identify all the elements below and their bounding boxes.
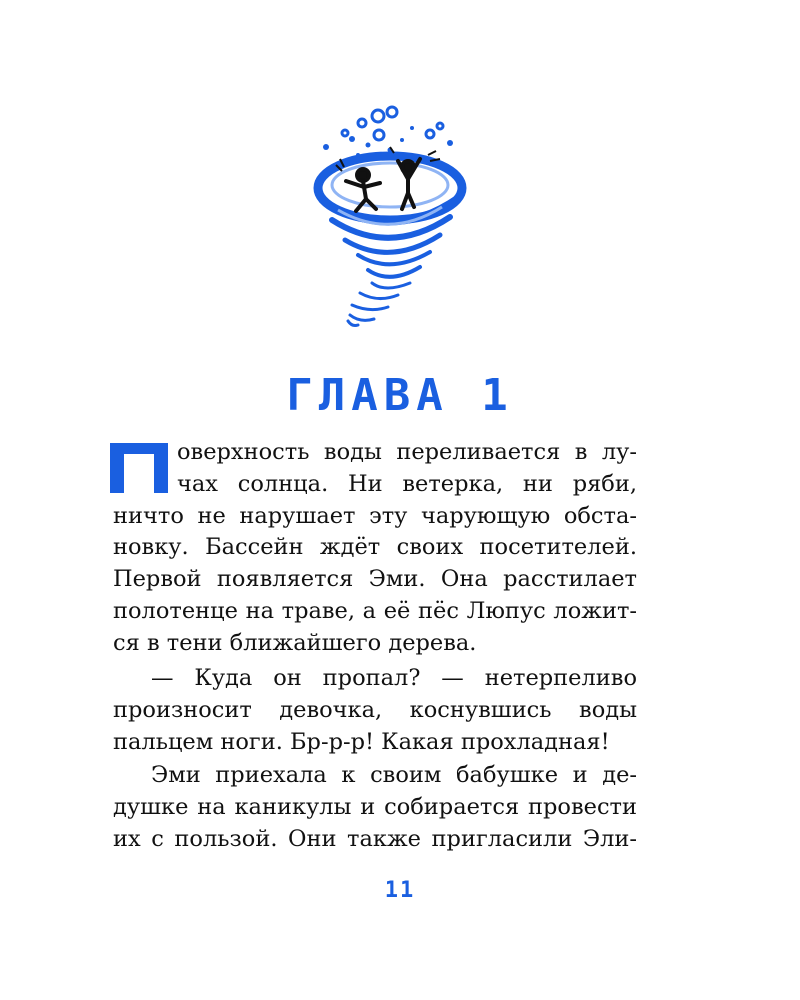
- text-line: — Куда он пропал? — нетерпеливо: [151, 665, 637, 691]
- text-line: полотенце на траве, а её пёс Люпус ложит-: [113, 597, 637, 624]
- text-line: чах солнца. Ни ветерка, ни ряби,: [177, 470, 637, 497]
- text-line: оверхность воды переливается в лу-: [177, 439, 637, 465]
- text-line: ся в тени ближайшего дерева.: [113, 629, 477, 656]
- text-line: ничто не нарушает эту чарующую обста-: [113, 502, 637, 529]
- text-line: новку. Бассейн ждёт своих посетителей.: [113, 534, 637, 561]
- paragraph-1: [113, 437, 637, 660]
- text-line: произносит девочка, коснувшись воды: [113, 696, 637, 723]
- chapter-title: ГЛАВА 1: [286, 370, 514, 421]
- text-line: Первой появляется Эми. Она расстилает: [113, 566, 637, 593]
- whirlpool-illustration-icon: [290, 95, 490, 335]
- paragraph-2: [113, 663, 637, 758]
- text-line: Эми приехала к своим бабушке и де-: [151, 762, 637, 788]
- text-line: душке на каникулы и собирается провести: [113, 793, 637, 820]
- page-number: 11: [384, 878, 416, 903]
- text-line: пальцем ноги. Бр-р-р! Какая прохладная!: [113, 728, 610, 755]
- paragraph-3: [113, 760, 637, 855]
- text-line: их с пользой. Они также пригласили Эли-: [113, 825, 637, 852]
